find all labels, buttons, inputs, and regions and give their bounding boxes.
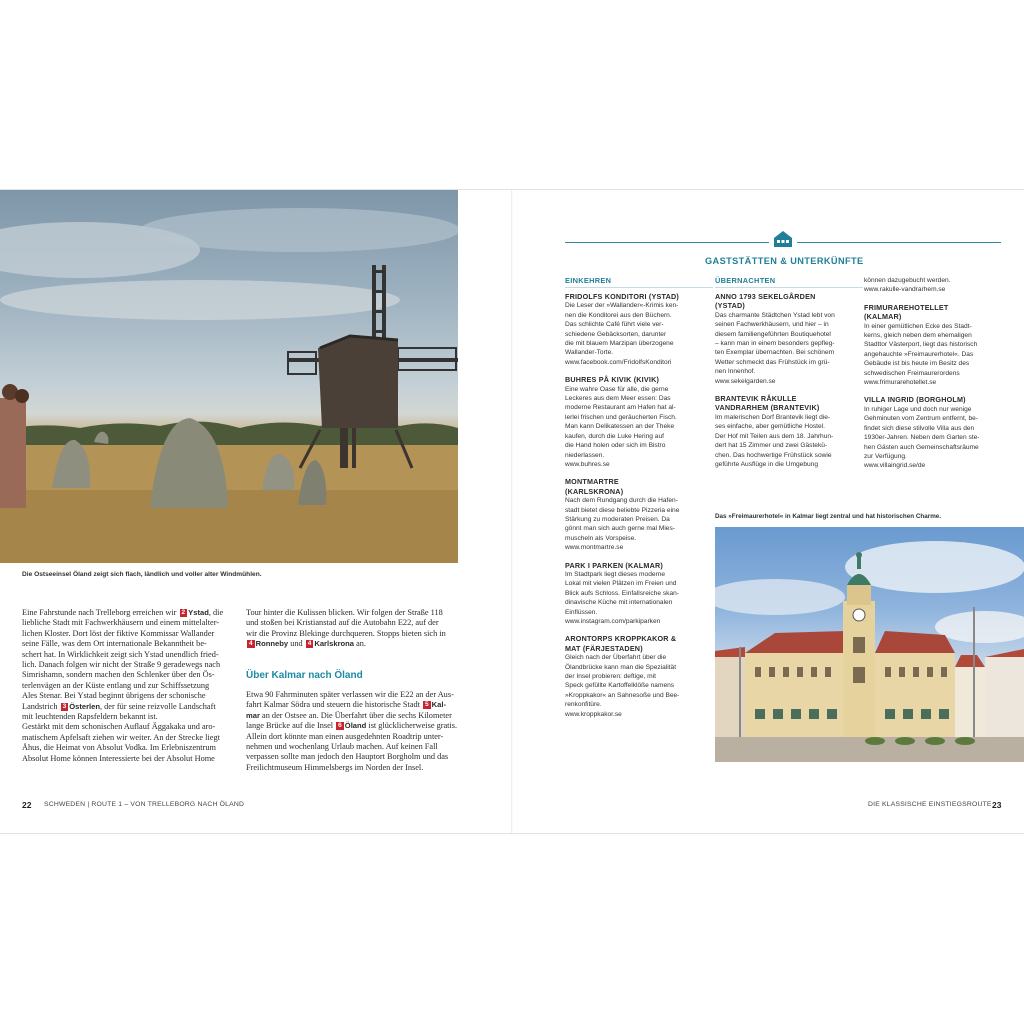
text-fragment: wir die Provinz Blekinge durchqueren. Stopps bieten sich in — [246, 628, 446, 638]
description-line: hen Gästen auch Gemeinschaftsräume — [864, 443, 979, 451]
text-line — [246, 639, 446, 649]
description-line: die Hand holen oder sich im Bistro — [565, 442, 666, 450]
text-line — [22, 681, 223, 691]
left-body-column-2-top — [246, 608, 446, 650]
description-line: Ölandbrücke kann man die Spezialität — [565, 663, 677, 671]
route-stop-number: 4 — [249, 640, 253, 648]
description-line: Gebäude ist bis heute im Besitz des — [864, 360, 970, 368]
footer-left: SCHWEDEN | ROUTE 1 – VON TRELLEBORG NACH ÖLAND — [44, 801, 245, 808]
text-line — [22, 618, 223, 628]
listing-entry — [565, 561, 713, 627]
listing-title: (YSTAD) — [715, 301, 746, 311]
description-line: diesem familiengeführten Boutiquehotel — [715, 330, 831, 338]
column-uebernachten-cont — [864, 276, 1012, 479]
description-line: chen. Das hochwertige Frühstück sowie — [715, 451, 832, 459]
listing-title: MONTMARTRE — [565, 477, 619, 487]
description-line: schiedene Gebäcksorten, darunter — [565, 330, 667, 338]
text-line — [22, 733, 223, 743]
text-fragment: , die — [208, 608, 224, 617]
listing-title: VANDRARHEM (BRANTEVIK) — [715, 403, 820, 413]
description-line: kaufen, durch die Luke Hering auf — [565, 432, 664, 440]
text-fragment: terlenvägen an der Küste entlang und zur Schiffssetzung — [22, 680, 210, 690]
description-line: Der Hof mit Teilen aus dem 18. Jahrhun- — [715, 432, 834, 440]
text-fragment: liebliche Stadt mit Fachwerkhäusern und einem mittelalter- — [22, 618, 220, 628]
description-line: Gehminuten vom Zentrum entfernt, be- — [864, 415, 978, 423]
text-fragment: Allein dort könnte man einen ausgedehnten Roadtrip unter- — [246, 731, 444, 741]
listing-title: ARONTORPS KROPPKAKOR & — [565, 634, 677, 644]
text-fragment: Eine Fahrstunde nach Trelleborg erreichen wir — [22, 608, 179, 617]
text-line — [246, 732, 457, 742]
text-fragment: Etwa 90 Fahrminuten später verlassen wir die E22 an der Aus- — [246, 690, 454, 699]
left-body-column-2-bottom — [246, 690, 457, 773]
listing-entry — [565, 634, 713, 719]
text-line — [246, 629, 446, 639]
text-line — [246, 721, 457, 731]
text-line — [22, 691, 223, 701]
description-line: nen die Konditorei aus den Büchern. — [565, 311, 672, 319]
description-line: Leckeres aus dem Meer essen: Das — [565, 395, 671, 403]
listing-entry — [864, 276, 1012, 295]
book-spread — [0, 189, 1024, 834]
text-fragment: Åhus, die Heimat von Absolut Vodka. Im Erlebniszentrum — [22, 743, 216, 753]
text-fragment: ist glücklicherweise gratis. — [366, 721, 458, 731]
text-fragment: verpassen sollte man jedoch den Hauptort Borgholm und das — [246, 752, 449, 762]
text-fragment: Absolut Home können Interessierte bei der Absolut Home — [22, 753, 215, 763]
description-line: In einer gemütlichen Ecke des Stadt- — [864, 322, 972, 330]
column-head-uebernachten: ÜBERNACHTEN — [715, 276, 863, 288]
text-line — [22, 608, 223, 618]
listing-title: VILLA INGRID (BORGHOLM) — [864, 395, 966, 405]
description-line: Wallander-Torte. — [565, 349, 614, 357]
text-line — [246, 700, 457, 710]
description-line: angehauchte »Freimaurerhotel«. Das — [864, 350, 974, 358]
listing-website-link[interactable]: www.kroppkakor.se — [565, 710, 622, 718]
route-stop-number: 2 — [181, 609, 186, 616]
listing-entry — [715, 292, 863, 386]
text-fragment: matischem Apfelsaft ziehen wir weiter. An der Strecke liegt — [22, 732, 220, 742]
description-line: Man kann Delikatessen an der Theke — [565, 423, 675, 431]
listing-title: FRIDOLFS KONDITORI (YSTAD) — [565, 292, 679, 301]
house-icon — [773, 230, 793, 248]
description-line: In ruhiger Lage und doch nur wenige — [864, 405, 972, 413]
place-name: Österlen — [69, 701, 100, 711]
text-fragment: an der Ostsee an. Die Überfahrt über die sechs Kilometer — [259, 710, 452, 720]
footer-right: DIE KLASSISCHE EINSTIEGSROUTE — [868, 801, 992, 808]
description-line: Gleich nach der Überfahrt über die — [565, 654, 667, 662]
description-line: geführte Ausflüge in die Umgebung — [715, 460, 819, 468]
listing-website-link[interactable]: www.facebook.com/FridolfsKonditori — [565, 358, 672, 366]
text-fragment: und stoßen bei Kristianstad auf die Autobahn E22, auf der — [246, 618, 439, 628]
text-fragment: lange Brücke auf die Insel — [246, 721, 336, 731]
text-line — [22, 743, 223, 753]
place-name: mar — [246, 710, 260, 720]
listing-entry — [864, 303, 1012, 388]
text-fragment: Ales Stenar. Bei Ystad beginnt übrigens der schonische — [22, 691, 206, 701]
text-line — [22, 702, 223, 712]
text-fragment: lich. Danach folgen wir nicht der Straße 9 geradewegs nach — [22, 660, 221, 670]
column-uebernachten — [715, 276, 863, 477]
text-line — [22, 722, 223, 732]
text-line — [246, 618, 446, 628]
listing-entry — [565, 292, 713, 367]
text-fragment: schert hat. In Wirklichkeit zeigt sich Ystad unendlich fried- — [22, 649, 219, 659]
text-fragment: an. — [354, 639, 367, 649]
text-fragment: nehmen und wochenlang Urlaub machen. Auf keinen Fall — [246, 742, 438, 752]
description-line: können dazugebucht werden. — [864, 277, 951, 284]
description-line: lerlei frischen und geräucherten Fisch. — [565, 413, 677, 421]
text-line — [22, 629, 223, 639]
text-fragment: lichen Kloster. Dort löst der fiktive Kommissar Wallander — [22, 628, 215, 638]
description-line: der Insel probieren: deftige, mit — [565, 673, 656, 681]
description-line: Eine wahre Oase für alle, die gerne — [565, 385, 669, 393]
place-name: Kal- — [431, 700, 447, 710]
description-line: nen Innenhof. — [715, 368, 756, 376]
place-name: Ystad — [188, 608, 209, 617]
route-stop-number: 4 — [307, 640, 312, 648]
text-line — [22, 754, 223, 764]
section-rule-left — [565, 242, 769, 243]
text-line — [246, 752, 457, 762]
description-line: zur Verfügung. — [864, 452, 907, 460]
listing-title: MAT (FÄRJESTADEN) — [565, 643, 643, 653]
text-fragment: Gestärkt mit dem schonischen Auflauf Äggakaka und aro- — [22, 722, 216, 732]
listing-website-link[interactable]: www.frimurarehotellet.se — [864, 379, 937, 387]
description-line: Im Stadtpark liegt dieses moderne — [565, 570, 666, 578]
description-line: die mit blauem Marzipan überzogene — [565, 340, 674, 348]
text-line — [246, 742, 457, 752]
description-line: Das schlichte Café führt viele ver- — [565, 321, 664, 329]
listing-title: FRIMURAREHOTELLET — [864, 302, 949, 312]
description-line: Blick aufs Schloss. Einfallsreiche skan- — [565, 589, 679, 597]
description-line: Wetter schmeckt das Frühstück im grü- — [715, 358, 830, 366]
description-line: moderne Restaurant am Hafen hat al- — [565, 404, 676, 412]
section-rule-right — [797, 242, 1001, 243]
page-number-left: 22 — [22, 800, 32, 810]
route-stop-number: 5 — [425, 701, 429, 709]
text-line — [246, 763, 457, 773]
listing-website-link[interactable]: www.buhres.se — [565, 460, 610, 468]
description-line: Stärkung zu moderaten Preisen. Da — [565, 515, 670, 523]
listing-description — [715, 311, 863, 377]
description-line: ses einfache, aber gemütliche Hostel. — [715, 423, 825, 431]
text-line — [246, 711, 457, 721]
listing-title: BRANTEVIK RÅKULLE — [715, 394, 797, 404]
listing-website-link[interactable]: www.instagram.com/parkiparken — [565, 618, 661, 625]
place-name: Karlskrona — [314, 639, 355, 649]
listing-title: (KALMAR) — [864, 312, 902, 322]
text-fragment: und — [288, 639, 305, 649]
description-line: Die Leser der »Wallander«-Krimis ken- — [565, 302, 679, 310]
left-body-column-1 — [22, 608, 223, 764]
description-line: – kann man in einem besonders gepfleg- — [715, 340, 835, 348]
text-fragment: fahrt Kalmar Södra und steuern die historische Stadt — [246, 700, 423, 710]
text-line — [22, 639, 223, 649]
page-number-right: 23 — [992, 800, 1002, 810]
description-line: dinavische Küche mit internationalen — [565, 599, 673, 607]
route-stop-number: 3 — [62, 702, 67, 710]
description-line: Lokal mit vielen Plätzen im Freien und — [565, 580, 677, 588]
description-line: Stadttor Västerport, liegt das historisch — [864, 341, 978, 349]
text-fragment: seine Fälle, was dem Ort internationale Bekanntheit be- — [22, 639, 207, 649]
text-line — [246, 690, 457, 700]
description-line: Nach dem Rundgang durch die Hafen- — [565, 497, 678, 505]
listing-website-link[interactable]: www.rakulle-vandrarhem.se — [864, 286, 946, 294]
listing-website-link[interactable]: www.montmartre.se — [565, 544, 624, 552]
description-line: muscheln als Vorspeise. — [565, 534, 637, 542]
listing-description — [864, 276, 1012, 285]
text-line — [22, 670, 223, 680]
description-line: »Kroppkakor« an Sahnesoße und Bee- — [565, 691, 680, 699]
description-line: niederlassen. — [565, 451, 605, 459]
listing-title: (KARLSKRONA) — [565, 486, 624, 496]
listing-description — [715, 413, 863, 469]
listing-description — [565, 653, 713, 709]
listing-description — [565, 496, 713, 543]
description-line: dert hat 15 Zimmer und zwei Gästekü- — [715, 442, 828, 450]
photo-caption-right: Das »Freimaurerhotel« in Kalmar liegt zentral und hat historischen Charme. — [715, 513, 942, 520]
text-fragment: Simrishamn, sondern machen den Schlenker über den Ös- — [22, 670, 215, 680]
photo-caption-left: Die Ostseeinsel Öland zeigt sich flach, ländlich und voller alter Windmühlen. — [22, 571, 262, 578]
description-line: Speck gefüllte Kartoffelklöße namens — [565, 682, 675, 690]
text-fragment: , der für seine reizvolle Landschaft — [100, 701, 216, 711]
listing-title: ANNO 1793 SEKELGÅRDEN — [715, 292, 816, 301]
text-fragment: mit leuchtenden Rapsfeldern bekannt ist. — [22, 712, 158, 722]
description-line: Im malerischen Dorf Brantevik liegt die- — [715, 413, 831, 421]
route-stop-number: 6 — [338, 722, 342, 730]
listing-entry — [565, 375, 713, 469]
description-line: Einflüssen. — [565, 608, 598, 616]
place-name: Ronneby — [255, 639, 289, 649]
windmill-photo — [0, 190, 458, 563]
kalmar-hotel-photo — [715, 527, 1024, 762]
listing-website-link[interactable]: www.sekelgarden.se — [715, 377, 776, 385]
description-line: kerns, gleich neben dem ehemaligen — [864, 332, 972, 340]
description-line: gönnt man sich auch gerne mal Mies- — [565, 525, 675, 533]
description-line: stadt bietet diese beliebte Pizzeria eine — [565, 506, 680, 514]
description-line: 1930er-Jahren. Neben dem Garten ste- — [864, 434, 980, 442]
column-einkehren — [565, 276, 713, 727]
listing-description — [565, 385, 713, 460]
listing-entry — [715, 394, 863, 469]
description-line: renkonfitüre. — [565, 701, 602, 709]
listing-website-link[interactable]: www.villaingrid.se/de — [864, 462, 926, 470]
listing-description — [565, 301, 713, 357]
description-line: seinen Fachwerkhäusern, und hier – in — [715, 321, 829, 329]
listing-description — [565, 570, 713, 617]
description-line: Das charmante Städtchen Ystad lebt von — [715, 311, 835, 319]
description-line: ten Exemplar übernachten. Bei schönem — [715, 349, 835, 357]
text-line — [22, 712, 223, 722]
text-fragment: Landstrich — [22, 701, 60, 711]
gutter — [511, 190, 513, 833]
text-line — [22, 650, 223, 660]
listing-title: BUHRES PÅ KIVIK (KIVIK) — [565, 375, 660, 385]
section-title: GASTSTÄTTEN & UNTERKÜNFTE — [705, 256, 864, 266]
listing-description — [864, 322, 1012, 378]
listing-description — [864, 405, 1012, 461]
listing-entry — [864, 395, 1012, 470]
text-fragment: Tour hinter die Kulissen blicken. Wir folgen der Straße 118 — [246, 608, 443, 617]
text-fragment: Freilichtmuseum Himmelsbergs im Norden der Insel. — [246, 762, 424, 772]
subheading-kalmar: Über Kalmar nach Öland — [246, 670, 363, 681]
description-line: schwedischen Freimaurerordens — [864, 369, 960, 377]
listing-entry — [565, 477, 713, 552]
place-name: Öland — [344, 721, 367, 731]
text-line — [22, 660, 223, 670]
text-line — [246, 608, 446, 618]
column-head-einkehren: EINKEHREN — [565, 276, 713, 288]
listing-title: PARK I PARKEN (KALMAR) — [565, 560, 663, 570]
description-line: findet sich diese stilvolle Villa aus den — [864, 424, 975, 432]
